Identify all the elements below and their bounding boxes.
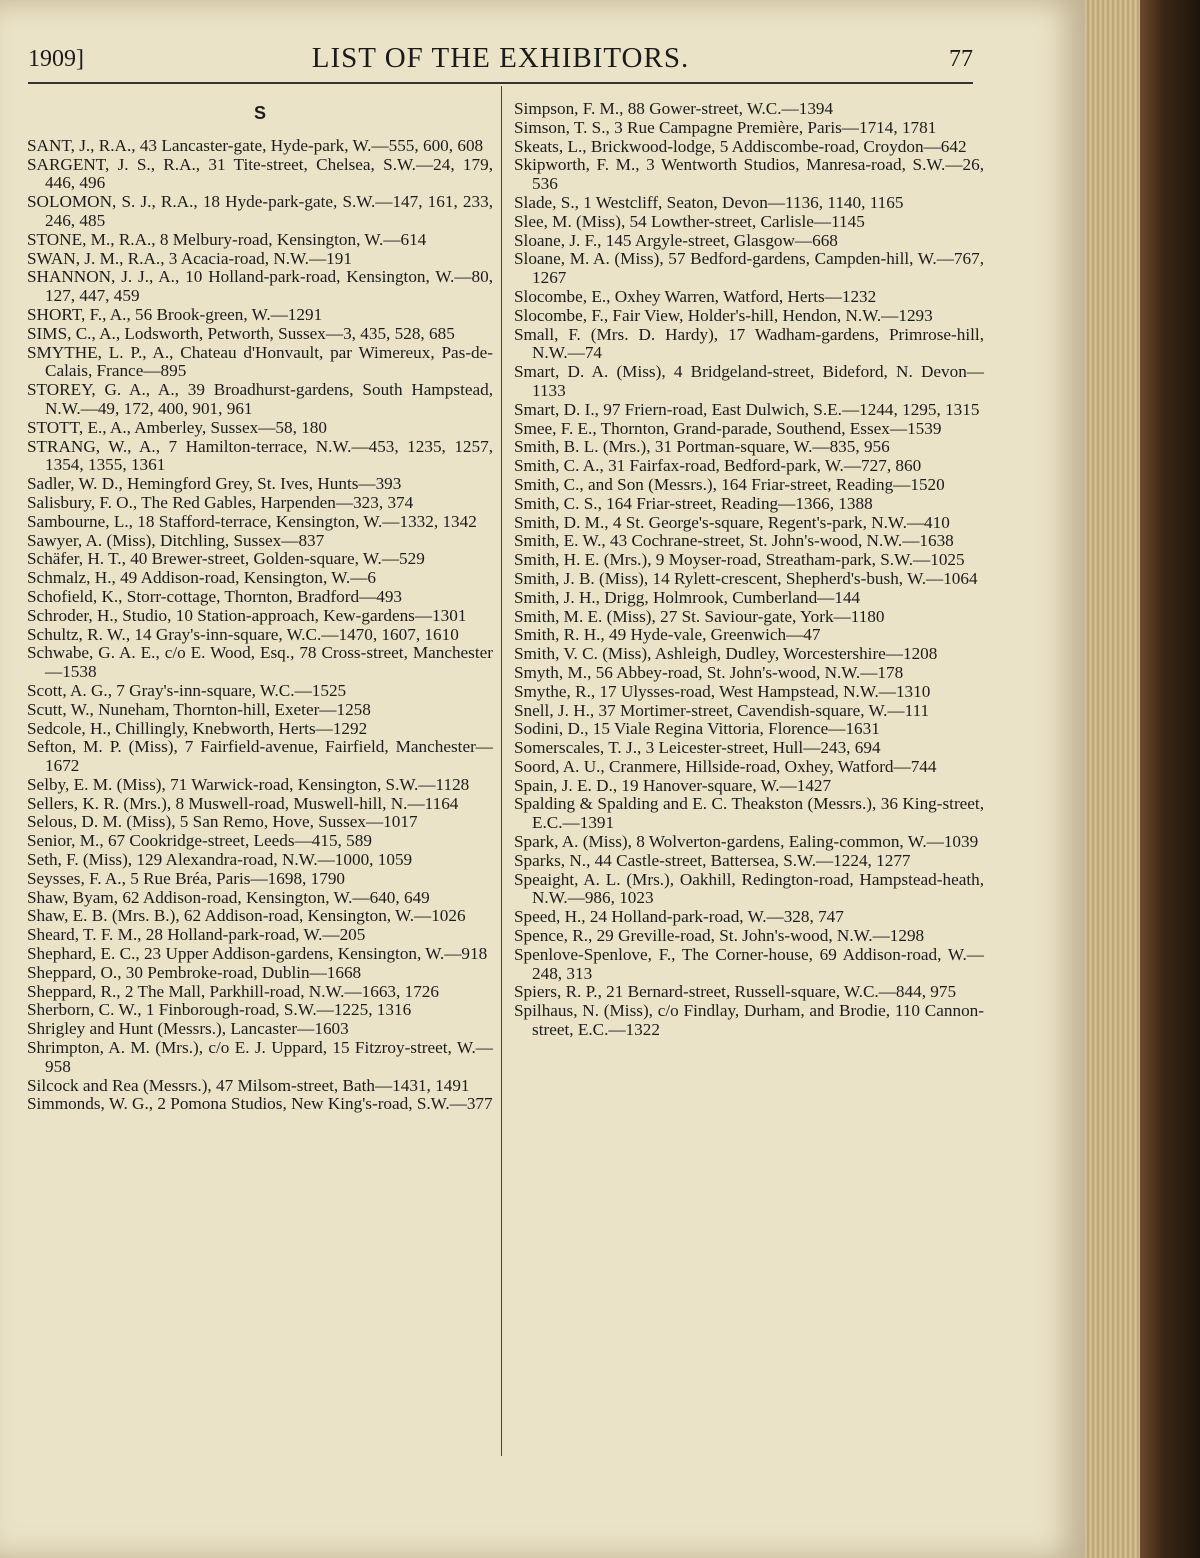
exhibitor-entry: SWAN, J. M., R.A., 3 Acacia-road, N.W.—191 — [27, 248, 352, 268]
exhibitor-entry: Smythe, R., 17 Ulysses-road, West Hampstead, N.W.—1310 — [514, 681, 931, 701]
exhibitor-entry: Schwabe, G. A. E., c/o E. Wood, Esq., 78 Cross-street, Manchester—1538 — [27, 643, 493, 682]
exhibitor-entry: Speed, H., 24 Holland-park-road, W.—328, 747 — [514, 907, 844, 927]
running-header — [28, 42, 973, 82]
exhibitor-entry: Sefton, M. P. (Miss), 7 Fairfield-avenue, Fairfield, Manchester—1672 — [27, 737, 493, 776]
exhibitor-entry: Smith, M. E. (Miss), 27 St. Saviour-gate, York—1180 — [514, 606, 885, 626]
exhibitor-entry: Smart, D. I., 97 Friern-road, East Dulwich, S.E.—1244, 1295, 1315 — [514, 399, 980, 419]
exhibitor-entry: STOREY, G. A., A., 39 Broadhurst-gardens, South Hampstead, N.W.—49, 172, 400, 901, 961 — [27, 380, 493, 418]
header-year: 1909] — [28, 46, 84, 72]
exhibitor-entry: Smith, J. B. (Miss), 14 Rylett-crescent, Shepherd's-bush, W.—1064 — [514, 568, 978, 588]
section-letter: S — [253, 103, 266, 123]
exhibitor-entry: Slee, M. (Miss), 54 Lowther-street, Carlisle—1145 — [514, 211, 865, 231]
exhibitor-entry: Simmonds, W. G., 2 Pomona Studios, New King's-road, S.W.—377 — [27, 1094, 493, 1114]
exhibitor-entry: Spark, A. (Miss), 8 Wolverton-gardens, Ealing-common, W.—1039 — [514, 832, 979, 852]
exhibitor-entry: Selby, E. M. (Miss), 71 Warwick-road, Kensington, S.W.—1128 — [27, 774, 470, 794]
exhibitor-entry: Skipworth, F. M., 3 Wentworth Studios, Manresa-road, S.W.—26, 536 — [514, 155, 984, 194]
exhibitor-entry: Silcock and Rea (Messrs.), 47 Milsom-street, Bath—1431, 1491 — [27, 1075, 470, 1095]
exhibitor-entry: Spalding & Spalding and E. C. Theakston (Messrs.), 36 King-street, E.C.—1391 — [514, 794, 984, 833]
exhibitor-entry: Shaw, E. B. (Mrs. B.), 62 Addison-road, Kensington, W.—1026 — [27, 906, 466, 926]
exhibitor-entry: Small, F. (Mrs. D. Hardy), 17 Wadham-gardens, Primrose-hill, N.W.—74 — [514, 324, 984, 363]
exhibitor-entry: Soord, A. U., Cranmere, Hillside-road, Oxhey, Watford—744 — [514, 756, 937, 776]
exhibitor-entry: Shaw, Byam, 62 Addison-road, Kensington, W.—640, 649 — [27, 887, 430, 907]
exhibitor-entry: Scott, A. G., 7 Gray's-inn-square, W.C.—1525 — [27, 680, 347, 700]
exhibitor-entry: Scutt, W., Nuneham, Thornton-hill, Exeter—1258 — [27, 699, 371, 719]
header-rule — [28, 82, 973, 84]
exhibitor-entry: Smith, R. H., 49 Hyde-vale, Greenwich—47 — [514, 625, 821, 645]
exhibitor-entry: Smith, C. A., 31 Fairfax-road, Bedford-park, W.—727, 860 — [514, 456, 922, 476]
left-entry-list — [27, 137, 493, 1114]
left-column — [27, 100, 493, 1114]
exhibitor-entry: SIMS, C., A., Lodsworth, Petworth, Sussex—3, 435, 528, 685 — [27, 323, 455, 343]
right-entry-list — [514, 100, 984, 1040]
book-binding — [1140, 0, 1200, 1558]
exhibitor-entry: Sheppard, O., 30 Pembroke-road, Dublin—1668 — [27, 962, 362, 982]
exhibitor-entry: Snell, J. H., 37 Mortimer-street, Cavendish-square, W.—111 — [514, 700, 930, 720]
exhibitor-entry: Smith, H. E. (Mrs.), 9 Moyser-road, Streatham-park, S.W.—1025 — [514, 550, 965, 570]
exhibitor-entry: Sparks, N., 44 Castle-street, Battersea, S.W.—1224, 1277 — [514, 850, 911, 870]
exhibitor-entry: Smith, B. L. (Mrs.), 31 Portman-square, W.—835, 956 — [514, 437, 890, 457]
exhibitor-entry: Sellers, K. R. (Mrs.), 8 Muswell-road, Muswell-hill, N.—1164 — [27, 793, 459, 813]
exhibitor-entry: Simson, T. S., 3 Rue Campagne Première, Paris—1714, 1781 — [514, 117, 937, 137]
exhibitor-entry: Salisbury, F. O., The Red Gables, Harpenden—323, 374 — [27, 492, 414, 512]
exhibitor-entry: SHANNON, J. J., A., 10 Holland-park-road, Kensington, W.—80, 127, 447, 459 — [27, 267, 493, 306]
exhibitor-entry: Sheppard, R., 2 The Mall, Parkhill-road, N.W.—1663, 1726 — [27, 981, 439, 1001]
exhibitor-entry: Spence, R., 29 Greville-road, St. John's-wood, N.W.—1298 — [514, 926, 925, 946]
exhibitor-entry: Spain, J. E. D., 19 Hanover-square, W.—1427 — [514, 775, 832, 795]
exhibitor-entry: Sheard, T. F. M., 28 Holland-park-road, W.—205 — [27, 925, 366, 945]
column-divider — [501, 86, 502, 1456]
exhibitor-entry: Shrimpton, A. M. (Mrs.), c/o E. J. Uppard, 15 Fitzroy-street, W.—958 — [27, 1038, 493, 1076]
exhibitor-entry: STOTT, E., A., Amberley, Sussex—58, 180 — [27, 417, 327, 437]
exhibitor-entry: Schäfer, H. T., 40 Brewer-street, Golden-square, W.—529 — [27, 549, 425, 569]
exhibitor-entry: Sodini, D., 15 Viale Regina Vittoria, Florence—1631 — [514, 719, 880, 739]
exhibitor-entry: Smith, J. H., Drigg, Holmrook, Cumberland—144 — [514, 587, 861, 607]
exhibitor-entry: Seysses, F. A., 5 Rue Bréa, Paris—1698, 1790 — [27, 868, 346, 888]
exhibitor-entry: Shephard, E. C., 23 Upper Addison-gardens, Kensington, W.—918 — [27, 944, 488, 964]
exhibitor-entry: SOLOMON, S. J., R.A., 18 Hyde-park-gate, S.W.—147, 161, 233, 246, 485 — [27, 192, 493, 230]
page-number: 77 — [949, 46, 973, 72]
exhibitor-entry: Smee, F. E., Thornton, Grand-parade, Southend, Essex—1539 — [514, 418, 942, 438]
exhibitor-entry: Schroder, H., Studio, 10 Station-approach, Kew-gardens—1301 — [27, 605, 467, 625]
exhibitor-entry: Smith, C., and Son (Messrs.), 164 Friar-street, Reading—1520 — [514, 474, 945, 494]
exhibitor-entry: Schultz, R. W., 14 Gray's-inn-square, W.C.—1470, 1607, 1610 — [27, 624, 459, 644]
exhibitor-entry: SMYTHE, L. P., A., Chateau d'Honvault, par Wimereux, Pas-de-Calais, France—895 — [27, 342, 493, 381]
exhibitor-entry: Senior, M., 67 Cookridge-street, Leeds—415, 589 — [27, 831, 372, 851]
exhibitor-entry: Sambourne, L., 18 Stafford-terrace, Kensington, W.—1332, 1342 — [27, 511, 477, 531]
exhibitor-entry: Smith, C. S., 164 Friar-street, Reading—1366, 1388 — [514, 493, 873, 513]
exhibitor-entry: Schofield, K., Storr-cottage, Thornton, Bradford—493 — [27, 586, 403, 606]
exhibitor-entry: Sloane, J. F., 145 Argyle-street, Glasgow—668 — [514, 230, 838, 250]
exhibitor-entry: Sloane, M. A. (Miss), 57 Bedford-gardens, Campden-hill, W.—767, 1267 — [514, 249, 984, 288]
exhibitor-entry: Schmalz, H., 49 Addison-road, Kensington, W.—6 — [27, 568, 376, 588]
exhibitor-entry: Shrigley and Hunt (Messrs.), Lancaster—1603 — [27, 1019, 349, 1039]
exhibitor-entry: Smith, E. W., 43 Cochrane-street, St. John's-wood, N.W.—1638 — [514, 531, 954, 551]
exhibitor-entry: Smith, D. M., 4 St. George's-square, Regent's-park, N.W.—410 — [514, 512, 950, 532]
exhibitor-entry: SANT, J., R.A., 43 Lancaster-gate, Hyde-park, W.—555, 600, 608 — [27, 135, 484, 155]
exhibitor-entry: Selous, D. M. (Miss), 5 San Remo, Hove, Sussex—1017 — [27, 812, 418, 832]
exhibitor-entry: Slade, S., 1 Westcliff, Seaton, Devon—1136, 1140, 1165 — [514, 192, 904, 212]
exhibitor-entry: Smyth, M., 56 Abbey-road, St. John's-wood, N.W.—178 — [514, 662, 904, 682]
exhibitor-entry: Speaight, A. L. (Mrs.), Oakhill, Redington-road, Hampstead-heath, N.W.—986, 1023 — [514, 869, 984, 908]
right-column — [514, 100, 984, 1040]
exhibitor-entry: Slocombe, F., Fair View, Holder's-hill, Hendon, N.W.—1293 — [514, 305, 933, 325]
exhibitor-entry: Somerscales, T. J., 3 Leicester-street, Hull—243, 694 — [514, 738, 881, 758]
page-title: LIST OF THE EXHIBITORS. — [311, 42, 690, 74]
exhibitor-entry: Spilhaus, N. (Miss), c/o Findlay, Durham, and Brodie, 110 Cannon-street, E.C.—1322 — [514, 1001, 984, 1040]
exhibitor-entry: Slocombe, E., Oxhey Warren, Watford, Herts—1232 — [514, 286, 877, 306]
exhibitor-entry: Sherborn, C. W., 1 Finborough-road, S.W.—1225, 1316 — [27, 1000, 412, 1020]
exhibitor-entry: Simpson, F. M., 88 Gower-street, W.C.—1394 — [514, 99, 834, 118]
exhibitor-entry: Sadler, W. D., Hemingford Grey, St. Ives, Hunts—393 — [27, 474, 402, 494]
exhibitor-entry: Spenlove-Spenlove, F., The Corner-house, 69 Addison-road, W.—248, 313 — [514, 944, 984, 983]
exhibitor-entry: Seth, F. (Miss), 129 Alexandra-road, N.W.—1000, 1059 — [27, 850, 413, 870]
exhibitor-entry: Smart, D. A. (Miss), 4 Bridgeland-street, Bideford, N. Devon—1133 — [514, 362, 984, 400]
exhibitor-entry: STRANG, W., A., 7 Hamilton-terrace, N.W.—453, 1235, 1257, 1354, 1355, 1361 — [27, 436, 493, 475]
exhibitor-entry: Skeats, L., Brickwood-lodge, 5 Addiscombe-road, Croydon—642 — [514, 136, 967, 156]
exhibitor-entry: STONE, M., R.A., 8 Melbury-road, Kensington, W.—614 — [27, 229, 427, 249]
exhibitor-entry: Sawyer, A. (Miss), Ditchling, Sussex—837 — [27, 530, 325, 550]
exhibitor-entry: Spiers, R. P., 21 Bernard-street, Russell-square, W.C.—844, 975 — [514, 982, 957, 1002]
exhibitor-entry: SARGENT, J. S., R.A., 31 Tite-street, Chelsea, S.W.—24, 179, 446, 496 — [27, 154, 493, 193]
exhibitor-entry: Sedcole, H., Chillingly, Knebworth, Herts—1292 — [27, 718, 368, 738]
exhibitor-entry: Smith, V. C. (Miss), Ashleigh, Dudley, Worcestershire—1208 — [514, 644, 938, 664]
exhibitor-entry: SHORT, F., A., 56 Brook-green, W.—1291 — [27, 304, 323, 324]
